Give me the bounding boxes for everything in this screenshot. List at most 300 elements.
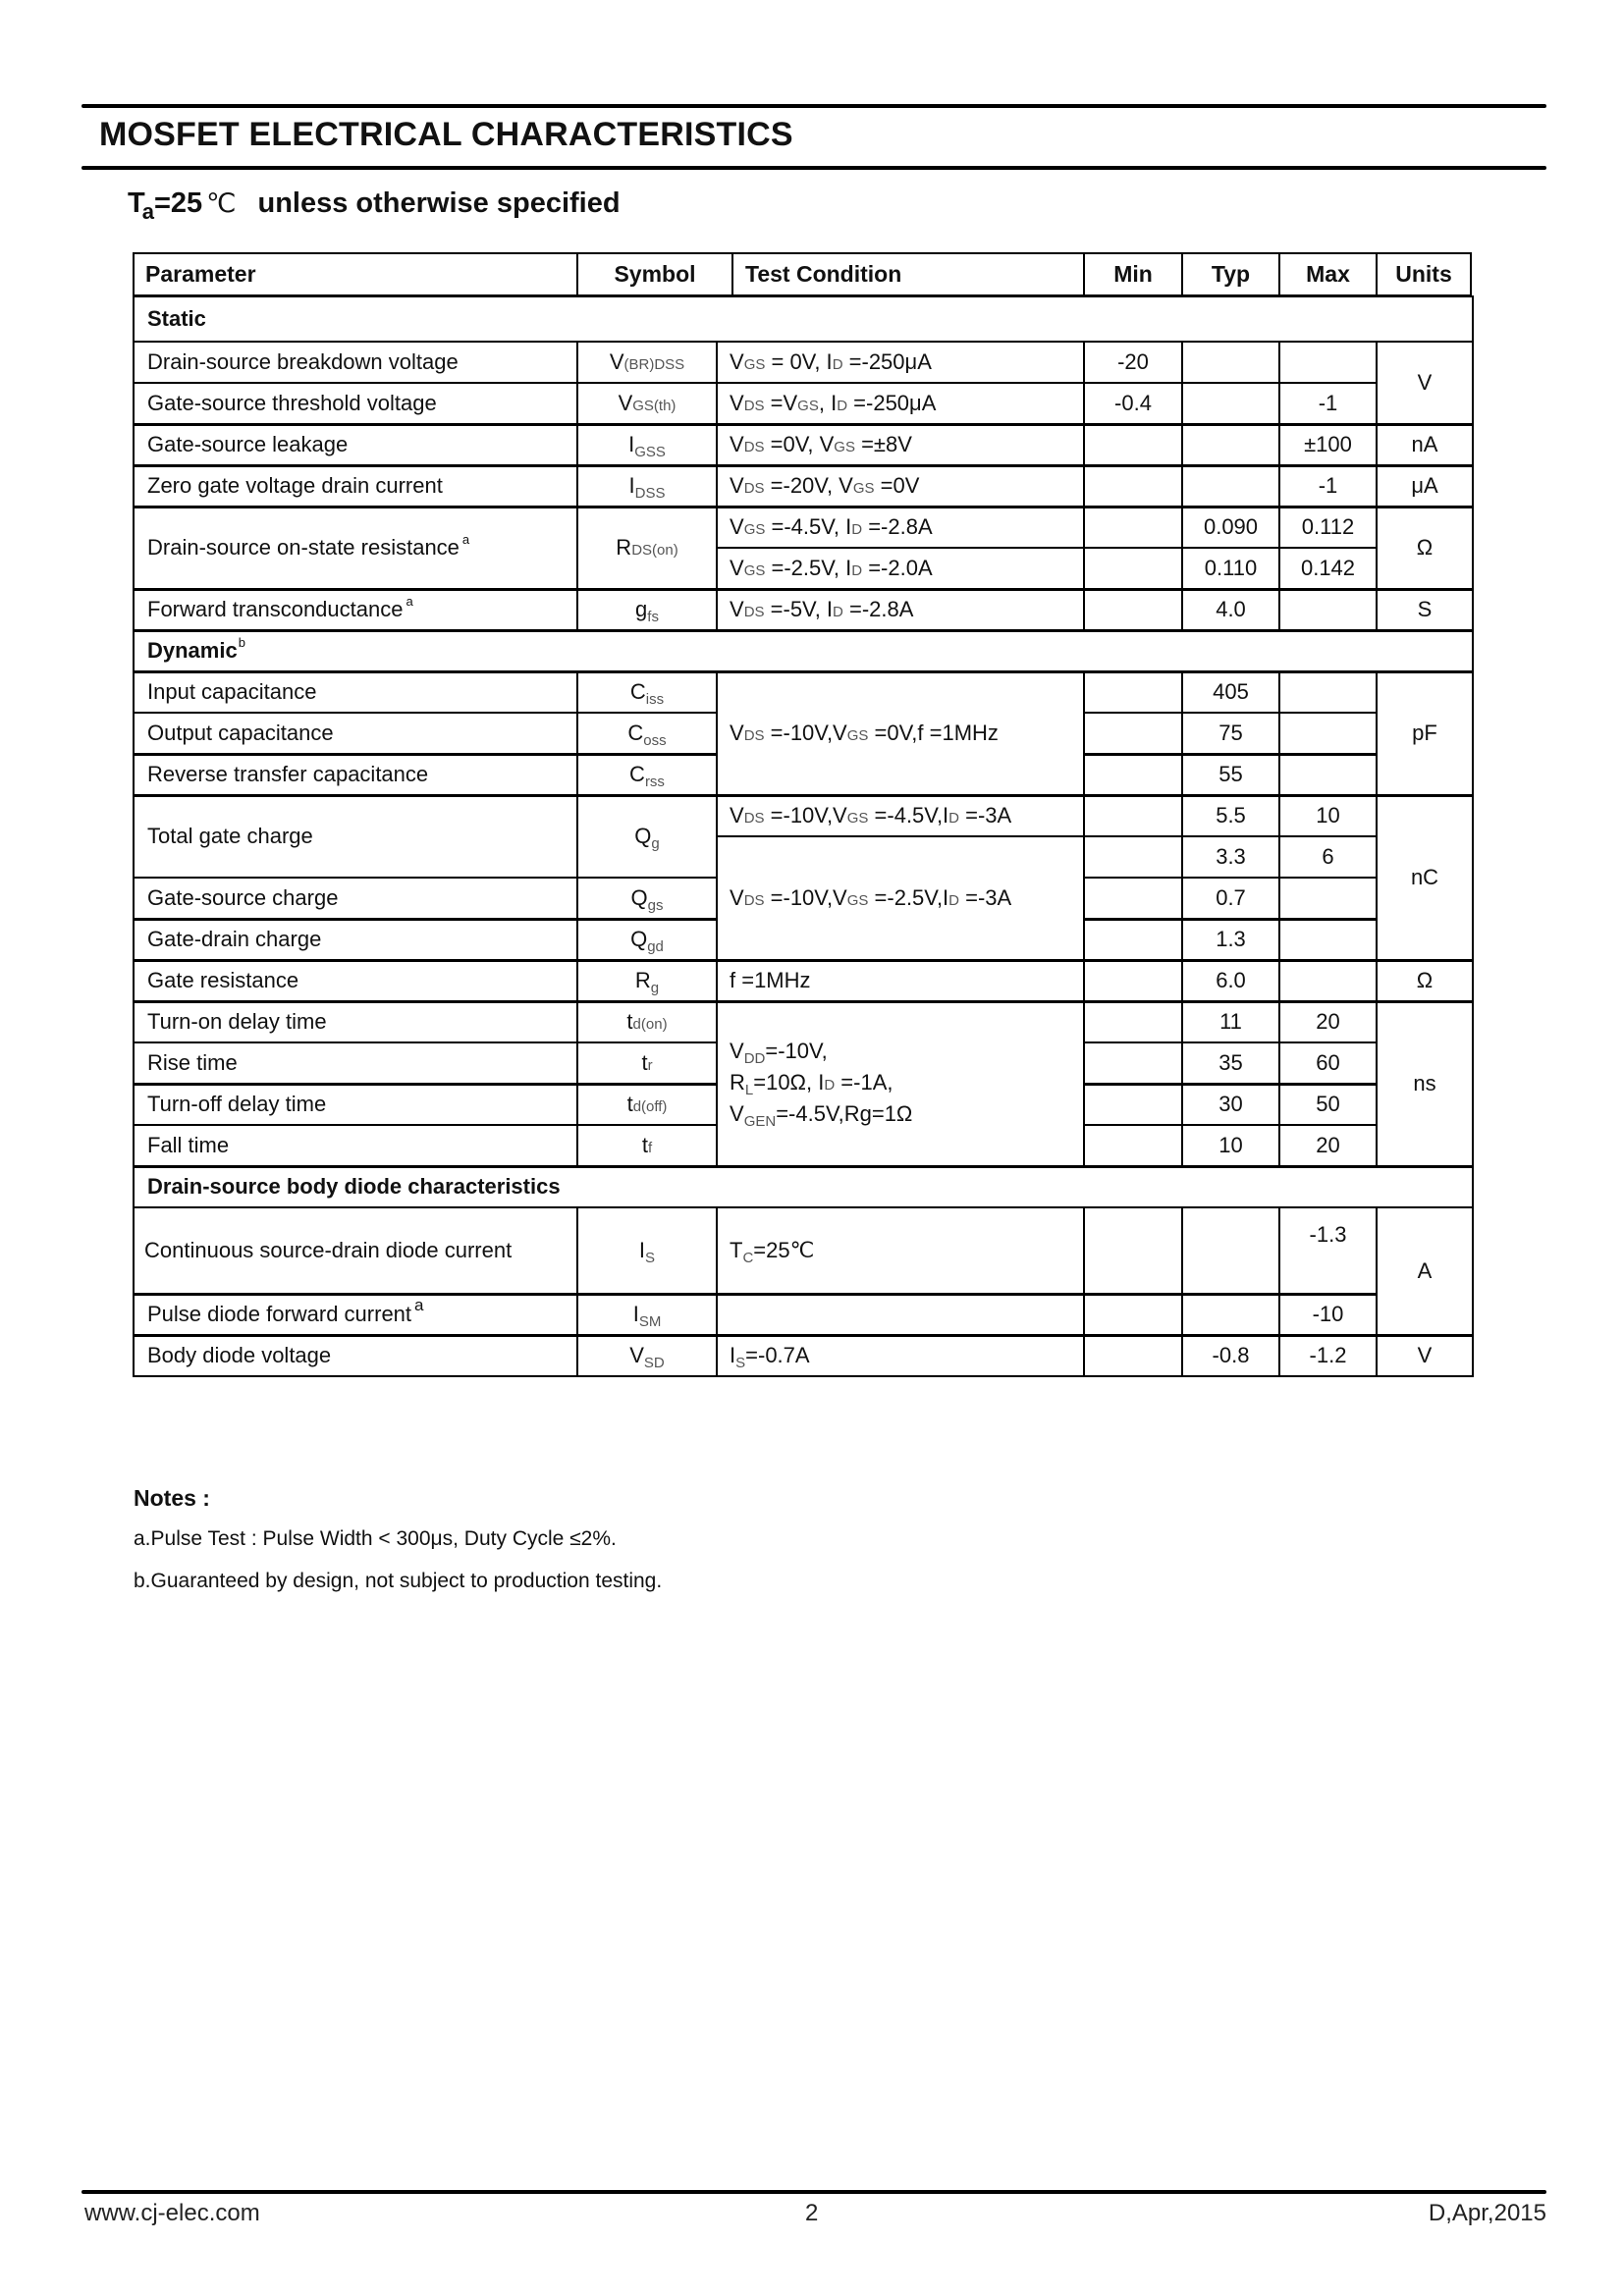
symbol-sub: g xyxy=(651,835,660,853)
symbol-main: Q xyxy=(630,884,648,910)
min-cell xyxy=(1084,960,1182,1001)
symbol-sub: (BR)DSS xyxy=(623,356,685,373)
symbol-cell xyxy=(577,1042,717,1084)
section-row-diode xyxy=(134,1166,1473,1207)
max-cell xyxy=(1279,342,1377,383)
section-row-static xyxy=(134,296,1473,342)
cond-text: =0V, V xyxy=(764,432,835,456)
condition-cell xyxy=(717,1001,1084,1166)
note-a: a.Pulse Test : Pulse Width < 300μs, Duty Cycle ≤2%. xyxy=(134,1527,617,1550)
cond-sub: DS xyxy=(743,480,765,497)
param-cell: Gate resistance xyxy=(134,960,577,1001)
param-cell: Continuous source-drain diode current xyxy=(134,1207,577,1294)
cond-text: =-2.0A xyxy=(862,555,933,580)
table-row xyxy=(134,424,1473,465)
param-cell xyxy=(134,1294,577,1335)
celsius-unit: ℃ xyxy=(206,188,237,218)
param-cell: Turn-off delay time xyxy=(134,1084,577,1125)
param-cell: Drain-source breakdown voltage xyxy=(134,342,577,383)
condition-cell xyxy=(717,507,1084,548)
temp-symbol-sub: a xyxy=(141,199,154,224)
max-cell xyxy=(1279,878,1377,919)
symbol-main: I xyxy=(628,473,635,498)
footnote-marker: a xyxy=(406,593,413,609)
condition-cell xyxy=(717,424,1084,465)
cond-sub: GS xyxy=(846,727,869,744)
symbol-main: V xyxy=(618,390,633,415)
param-cell xyxy=(134,507,577,589)
typ-cell: 35 xyxy=(1182,1042,1279,1084)
typ-cell: 11 xyxy=(1182,1001,1279,1042)
param-cell: Body diode voltage xyxy=(134,1335,577,1376)
condition-cell xyxy=(717,342,1084,383)
typ-cell: 10 xyxy=(1182,1125,1279,1166)
condition-cell: f =1MHz xyxy=(717,960,1084,1001)
cond-sub: GS xyxy=(743,356,766,373)
cond-text: =-10V,V xyxy=(764,884,847,910)
table-row xyxy=(134,671,1473,713)
symbol-cell xyxy=(577,671,717,713)
param-cell: Gate-drain charge xyxy=(134,919,577,960)
units-cell: S xyxy=(1377,589,1473,630)
param-cell: Rise time xyxy=(134,1042,577,1084)
symbol-cell xyxy=(577,1207,717,1294)
temp-value: =25 xyxy=(153,187,203,219)
cond-text: =-2.8A xyxy=(842,597,914,621)
cond-sub: DD xyxy=(743,1050,766,1067)
symbol-cell xyxy=(577,1294,717,1335)
typ-cell: 405 xyxy=(1182,671,1279,713)
col-header-test-condition: Test Condition xyxy=(745,261,902,287)
cond-text: V xyxy=(730,721,744,745)
typ-cell: 4.0 xyxy=(1182,589,1279,630)
table-row xyxy=(134,1001,1473,1042)
condition-cell xyxy=(717,589,1084,630)
max-cell: 10 xyxy=(1279,795,1377,836)
cond-text: V xyxy=(730,597,744,621)
cond-text: V xyxy=(730,803,744,828)
max-cell: 50 xyxy=(1279,1084,1377,1125)
cond-sub: DS xyxy=(743,727,765,744)
min-cell xyxy=(1084,424,1182,465)
condition-cell xyxy=(717,671,1084,795)
cond-sub: D xyxy=(851,521,863,539)
cond-sub: D xyxy=(832,356,843,373)
condition-cell xyxy=(717,383,1084,424)
min-cell xyxy=(1084,507,1182,548)
cond-sub: DS xyxy=(743,439,765,455)
table-row xyxy=(134,383,1473,424)
cond-text: =0V xyxy=(874,473,920,498)
cond-text: =±8V xyxy=(854,432,912,456)
symbol-sub: S xyxy=(645,1249,656,1266)
min-cell xyxy=(1084,1084,1182,1125)
max-cell: ±100 xyxy=(1279,424,1377,465)
symbol-sub: oss xyxy=(643,731,667,749)
cond-sub: DS xyxy=(743,891,765,909)
symbol-sub: GSS xyxy=(634,444,666,460)
symbol-sub: d(off) xyxy=(632,1098,668,1116)
cond-text: = 0V, I xyxy=(765,349,833,374)
min-cell: -0.4 xyxy=(1084,383,1182,424)
cond-text: =10Ω, I xyxy=(753,1070,825,1095)
cond-text: V xyxy=(730,884,744,910)
min-cell xyxy=(1084,878,1182,919)
symbol-sub: gd xyxy=(647,938,664,955)
symbol-cell xyxy=(577,919,717,960)
symbol-main: Q xyxy=(630,927,648,951)
cond-sub: GS xyxy=(852,480,875,497)
max-cell xyxy=(1279,589,1377,630)
cond-text: =-3A xyxy=(959,803,1012,828)
cond-text: =-10V, xyxy=(765,1039,828,1063)
cond-sub: DS xyxy=(743,604,765,620)
col-header-symbol: Symbol xyxy=(614,261,696,287)
symbol-sub: SM xyxy=(638,1313,662,1330)
cond-text: T xyxy=(730,1237,743,1262)
param-cell: Gate-source leakage xyxy=(134,424,577,465)
cond-sub: D xyxy=(948,810,960,828)
notes-title: Notes : xyxy=(134,1485,210,1511)
cond-text: =0V,f =1MHz xyxy=(868,721,999,745)
max-cell: 0.112 xyxy=(1279,507,1377,548)
symbol-sub: d(on) xyxy=(632,1016,668,1034)
typ-cell: 75 xyxy=(1182,713,1279,754)
section-row-dynamic xyxy=(134,630,1473,671)
typ-cell: 6.0 xyxy=(1182,960,1279,1001)
units-cell: V xyxy=(1377,342,1473,424)
symbol-main: C xyxy=(627,720,644,745)
table-row xyxy=(134,589,1473,630)
table-row xyxy=(134,1335,1473,1376)
typ-cell: 0.110 xyxy=(1182,548,1279,589)
footer-rule xyxy=(81,2190,1546,2194)
symbol-main: C xyxy=(629,679,646,705)
symbol-main: t xyxy=(626,1092,633,1117)
cond-text: V xyxy=(730,1039,744,1063)
symbol-cell xyxy=(577,589,717,630)
footer-website-link[interactable]: www.cj-elec.com xyxy=(84,2200,260,2226)
footer-page-number: 2 xyxy=(805,2200,819,2226)
symbol-main: Q xyxy=(634,824,652,849)
condition-cell xyxy=(717,548,1084,589)
cond-text: =-4.5V,Rg=1Ω xyxy=(776,1101,913,1126)
footnote-marker: a xyxy=(414,1295,424,1314)
symbol-cell xyxy=(577,1001,717,1042)
cond-sub: S xyxy=(735,1355,746,1372)
typ-cell: 1.3 xyxy=(1182,919,1279,960)
symbol-main: I xyxy=(632,1302,639,1326)
table-header-row xyxy=(133,252,1472,297)
test-condition-heading xyxy=(128,187,621,224)
param-cell: Output capacitance xyxy=(134,713,577,754)
symbol-main: g xyxy=(635,597,648,621)
symbol-cell xyxy=(577,878,717,919)
symbol-main: I xyxy=(638,1237,646,1262)
cond-text: V xyxy=(730,473,744,498)
symbol-sub: gs xyxy=(647,896,664,914)
param-text: Forward transconductance xyxy=(147,597,404,621)
symbol-sub: DSS xyxy=(634,485,666,502)
units-cell: nC xyxy=(1377,795,1473,960)
symbol-cell xyxy=(577,383,717,424)
symbol-cell xyxy=(577,1335,717,1376)
cond-text: =-10V,V xyxy=(764,803,847,828)
min-cell xyxy=(1084,465,1182,507)
symbol-main: V xyxy=(629,1343,644,1368)
max-cell: -1.3 xyxy=(1279,1207,1377,1294)
symbol-sub: DS(on) xyxy=(631,542,678,559)
symbol-cell xyxy=(577,713,717,754)
min-cell xyxy=(1084,1125,1182,1166)
symbol-sub: fs xyxy=(647,609,659,625)
symbol-main: R xyxy=(616,535,632,560)
notes-section xyxy=(134,1485,662,1600)
cond-sub: D xyxy=(824,1077,836,1094)
cond-sub: GS xyxy=(797,397,819,414)
min-cell xyxy=(1084,589,1182,630)
param-cell: Input capacitance xyxy=(134,671,577,713)
title-top-rule xyxy=(81,104,1546,108)
table-row xyxy=(134,1294,1473,1335)
condition-text: unless otherwise specified xyxy=(257,187,621,219)
typ-cell xyxy=(1182,342,1279,383)
symbol-main: t xyxy=(641,1049,648,1075)
cond-text: =-3A xyxy=(959,884,1012,910)
table-row xyxy=(134,342,1473,383)
max-cell xyxy=(1279,919,1377,960)
min-cell xyxy=(1084,1042,1182,1084)
cond-text: =-10V,V xyxy=(764,721,847,745)
col-header-typ: Typ xyxy=(1211,261,1251,287)
cond-text: V xyxy=(730,432,744,456)
cond-text: V xyxy=(730,349,744,374)
footnote-marker: b xyxy=(238,634,245,650)
max-cell: 20 xyxy=(1279,1125,1377,1166)
param-cell: Gate-source charge xyxy=(134,878,577,919)
cond-text: =-4.5V, I xyxy=(765,514,852,540)
cond-text: =-0.7A xyxy=(745,1343,810,1368)
max-cell: 20 xyxy=(1279,1001,1377,1042)
param-cell: Turn-on delay time xyxy=(134,1001,577,1042)
col-header-parameter: Parameter xyxy=(145,261,256,287)
cond-sub: GS xyxy=(846,891,869,909)
symbol-cell xyxy=(577,507,717,589)
param-cell: Reverse transfer capacitance xyxy=(134,754,577,795)
cond-text: =-2.8A xyxy=(862,514,933,540)
symbol-sub: f xyxy=(647,1139,653,1156)
max-cell: -1 xyxy=(1279,383,1377,424)
min-cell: -20 xyxy=(1084,342,1182,383)
min-cell xyxy=(1084,1294,1182,1335)
condition-cell xyxy=(717,795,1084,836)
symbol-sub: g xyxy=(650,980,660,996)
units-cell: Ω xyxy=(1377,960,1473,1001)
symbol-cell xyxy=(577,795,717,878)
cond-sub: L xyxy=(744,1082,754,1098)
min-cell xyxy=(1084,754,1182,795)
typ-cell: 30 xyxy=(1182,1084,1279,1125)
param-text: Pulse diode forward current xyxy=(147,1302,412,1326)
param-cell: Zero gate voltage drain current xyxy=(134,465,577,507)
cond-sub: DS xyxy=(743,397,765,414)
min-cell xyxy=(1084,919,1182,960)
cond-sub: GS xyxy=(743,521,766,539)
cond-sub: DS xyxy=(743,810,765,828)
col-divider xyxy=(731,254,733,294)
min-cell xyxy=(1084,836,1182,878)
condition-cell xyxy=(717,1207,1084,1294)
table-row xyxy=(134,795,1473,836)
min-cell xyxy=(1084,671,1182,713)
cond-line xyxy=(730,1037,1083,1068)
typ-cell xyxy=(1182,1294,1279,1335)
max-cell: 60 xyxy=(1279,1042,1377,1084)
min-cell xyxy=(1084,1001,1182,1042)
max-cell: 6 xyxy=(1279,836,1377,878)
col-header-max: Max xyxy=(1306,261,1350,287)
section-label-static: Static xyxy=(134,296,1473,342)
cond-text: V xyxy=(730,1101,744,1126)
table-row xyxy=(134,507,1473,548)
param-cell: Total gate charge xyxy=(134,795,577,878)
symbol-sub: GS(th) xyxy=(632,397,677,414)
typ-cell xyxy=(1182,465,1279,507)
cond-sub: GS xyxy=(743,561,766,579)
typ-cell: 0.7 xyxy=(1182,878,1279,919)
condition-cell xyxy=(717,465,1084,507)
symbol-main: V xyxy=(609,349,624,374)
note-b: b.Guaranteed by design, not subject to production testing. xyxy=(134,1570,663,1592)
symbol-cell xyxy=(577,342,717,383)
symbol-cell xyxy=(577,1125,717,1166)
param-cell: Fall time xyxy=(134,1125,577,1166)
symbol-main: I xyxy=(628,432,635,456)
max-cell xyxy=(1279,960,1377,1001)
cond-text: =-1A, xyxy=(835,1070,893,1095)
cond-sub: C xyxy=(742,1249,754,1266)
cond-text: I xyxy=(730,1343,736,1368)
section-text: Dynamic xyxy=(147,638,238,663)
cond-sub: GEN xyxy=(743,1113,777,1130)
cond-text: =-5V, I xyxy=(764,597,834,621)
min-cell xyxy=(1084,1207,1182,1294)
cond-text: =-250μA xyxy=(842,349,932,374)
electrical-characteristics-table xyxy=(133,295,1474,1377)
cond-text: =-2.5V,I xyxy=(868,884,949,910)
symbol-main: t xyxy=(626,1009,633,1035)
typ-cell xyxy=(1182,424,1279,465)
units-cell: pF xyxy=(1377,671,1473,795)
cond-sub: D xyxy=(851,561,863,579)
symbol-sub: r xyxy=(647,1056,653,1074)
cond-text: =-20V, V xyxy=(764,473,853,498)
symbol-sub: iss xyxy=(645,691,665,709)
symbol-cell xyxy=(577,424,717,465)
cond-sub: D xyxy=(833,604,843,620)
max-cell: -1 xyxy=(1279,465,1377,507)
cond-sub: GS xyxy=(834,439,855,455)
temp-symbol: T xyxy=(128,187,145,219)
cond-text: =25℃ xyxy=(753,1237,815,1262)
cond-sub: D xyxy=(948,891,960,909)
condition-cell xyxy=(717,1294,1084,1335)
condition-cell xyxy=(717,836,1084,960)
typ-cell: 3.3 xyxy=(1182,836,1279,878)
symbol-main: t xyxy=(641,1132,648,1157)
section-label-diode: Drain-source body diode characteristics xyxy=(134,1166,1473,1207)
cond-text: =V xyxy=(764,390,798,415)
title-bottom-rule xyxy=(81,166,1546,170)
typ-cell: 0.090 xyxy=(1182,507,1279,548)
units-cell: μA xyxy=(1377,465,1473,507)
typ-cell: -0.8 xyxy=(1182,1335,1279,1376)
table-row xyxy=(134,960,1473,1001)
cond-text: , I xyxy=(818,390,838,415)
param-cell xyxy=(134,589,577,630)
cond-text: =-250μA xyxy=(847,390,937,415)
section-label-dynamic xyxy=(134,630,1473,671)
param-cell: Gate-source threshold voltage xyxy=(134,383,577,424)
col-header-units: Units xyxy=(1395,261,1452,287)
cond-text: R xyxy=(730,1070,745,1095)
symbol-cell xyxy=(577,1084,717,1125)
units-cell: nA xyxy=(1377,424,1473,465)
max-cell xyxy=(1279,713,1377,754)
symbol-cell xyxy=(577,465,717,507)
typ-cell: 55 xyxy=(1182,754,1279,795)
cond-sub: D xyxy=(837,397,848,414)
cond-sub: GS xyxy=(846,810,869,828)
table-row xyxy=(134,1207,1473,1294)
cond-text: V xyxy=(730,390,744,415)
min-cell xyxy=(1084,795,1182,836)
units-cell: V xyxy=(1377,1335,1473,1376)
footer-revision: D,Apr,2015 xyxy=(1428,2200,1546,2226)
max-cell xyxy=(1279,754,1377,795)
footnote-marker: a xyxy=(461,531,470,547)
symbol-main: R xyxy=(634,968,651,992)
symbol-sub: rss xyxy=(644,774,665,790)
cond-text: =-2.5V, I xyxy=(765,555,852,580)
typ-cell: 5.5 xyxy=(1182,795,1279,836)
cond-line xyxy=(730,1099,1083,1131)
max-cell: 0.142 xyxy=(1279,548,1377,589)
cond-text: V xyxy=(730,514,744,540)
symbol-sub: SD xyxy=(643,1355,665,1372)
col-header-min: Min xyxy=(1113,261,1153,287)
min-cell xyxy=(1084,548,1182,589)
min-cell xyxy=(1084,713,1182,754)
min-cell xyxy=(1084,1335,1182,1376)
units-cell: Ω xyxy=(1377,507,1473,589)
typ-cell xyxy=(1182,383,1279,424)
units-cell: A xyxy=(1377,1207,1473,1335)
symbol-cell xyxy=(577,960,717,1001)
param-text: Drain-source on-state resistance xyxy=(147,535,460,560)
cond-text: =-4.5V,I xyxy=(868,803,949,828)
condition-cell xyxy=(717,1335,1084,1376)
page-title: MOSFET ELECTRICAL CHARACTERISTICS xyxy=(99,116,793,153)
symbol-cell xyxy=(577,754,717,795)
max-cell: -1.2 xyxy=(1279,1335,1377,1376)
typ-cell xyxy=(1182,1207,1279,1294)
max-cell xyxy=(1279,671,1377,713)
table-row xyxy=(134,465,1473,507)
cond-line xyxy=(730,1068,1083,1099)
symbol-main: C xyxy=(629,762,645,786)
cond-text: V xyxy=(730,555,744,580)
